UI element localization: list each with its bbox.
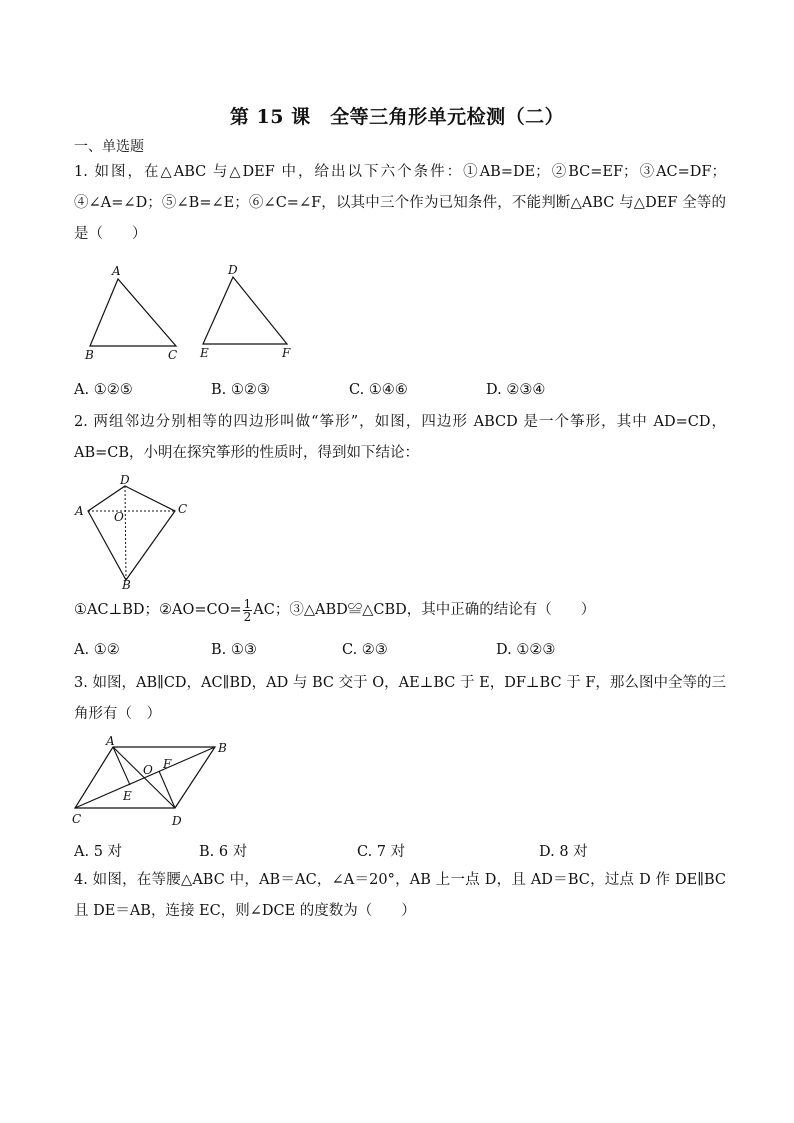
option-b: B. 6 对	[199, 844, 248, 860]
label-f: F	[282, 346, 291, 360]
option-d: D. ②③④	[486, 382, 546, 398]
label-o: O	[114, 510, 124, 524]
question-3-figure	[66, 735, 246, 835]
question-2-text: 2. 两组邻边分别相等的四边形叫做“筝形”，如图，四边形 ABCD 是一个筝形，其中 AD=CD，AB=CB，小明在探究筝形的性质时，得到如下结论：	[74, 414, 726, 461]
fraction-numerator: 1	[243, 596, 252, 611]
fraction-denominator: 2	[243, 609, 252, 624]
label-b: B	[85, 348, 94, 362]
question-4-text: 4. 如图，在等腰△ABC 中，AB＝AC，∠A＝20°，AB 上一点 D，且 AD＝BC，过点 D 作 DE∥BC 且 DE＝AB，连接 EC，则∠DCE 的度数为（ ）	[74, 872, 726, 919]
option-c: C. ①④⑥	[349, 382, 408, 398]
question-2-conclusion	[74, 597, 726, 623]
label-b: B	[218, 741, 227, 755]
option-a: A. ①②⑤	[74, 382, 133, 398]
option-b: B. ①②③	[211, 382, 270, 398]
label-d: D	[120, 473, 130, 487]
page-title: 第 15 课 全等三角形单元检测（二）	[229, 106, 565, 128]
label-c: C	[168, 348, 178, 362]
label-o: O	[143, 763, 153, 777]
label-d: D	[228, 263, 238, 277]
option-c: C. 7 对	[357, 844, 406, 860]
option-c: C. ②③	[342, 642, 388, 658]
conclusion-start: ①AC⊥BD；②AO=CO=	[74, 602, 242, 618]
label-d: D	[172, 814, 182, 828]
diagonal-bd	[125, 486, 126, 580]
label-e: E	[200, 346, 209, 360]
kite-abcd	[88, 486, 175, 580]
question-2-figure	[70, 470, 200, 592]
label-c: C	[72, 812, 82, 826]
conclusion-end: AC；③△ABD≌△CBD，其中正确的结论有（ ）	[253, 602, 596, 618]
label-e: E	[123, 789, 132, 803]
segment-bc	[75, 747, 215, 808]
option-b: B. ①③	[211, 642, 257, 658]
option-a: A. ①②	[74, 642, 120, 658]
question-1-text: 1. 如图，在△ABC 与△DEF 中，给出以下六个条件：①AB=DE；②BC=EF；③AC=DF；④∠A=∠D；⑤∠B=∠E；⑥∠C=∠F，以其中三个作为已知条件，不能判断△ABC 与△DEF 全等的是（ ）	[74, 164, 726, 242]
segment-ae	[113, 747, 130, 785]
label-c: C	[178, 502, 188, 516]
label-b: B	[122, 578, 131, 592]
segment-df	[159, 771, 175, 808]
option-d: D. 8 对	[539, 844, 588, 860]
triangle-abc	[90, 279, 176, 346]
question-1-figure	[76, 260, 306, 365]
triangle-def	[203, 277, 287, 344]
label-a: A	[75, 504, 84, 518]
label-a: A	[106, 735, 115, 748]
label-f: F	[163, 757, 172, 771]
option-d: D. ①②③	[496, 642, 556, 658]
label-a: A	[112, 264, 121, 278]
fraction-one-half	[243, 598, 253, 623]
question-3-text: 3. 如图，AB∥CD，AC∥BD，AD 与 BC 交于 O，AE⊥BC 于 E，DF⊥BC 于 F，那么图中全等的三角形有（ ）	[74, 675, 726, 722]
option-a: A. 5 对	[74, 844, 123, 860]
section-heading: 一、单选题	[74, 139, 144, 155]
